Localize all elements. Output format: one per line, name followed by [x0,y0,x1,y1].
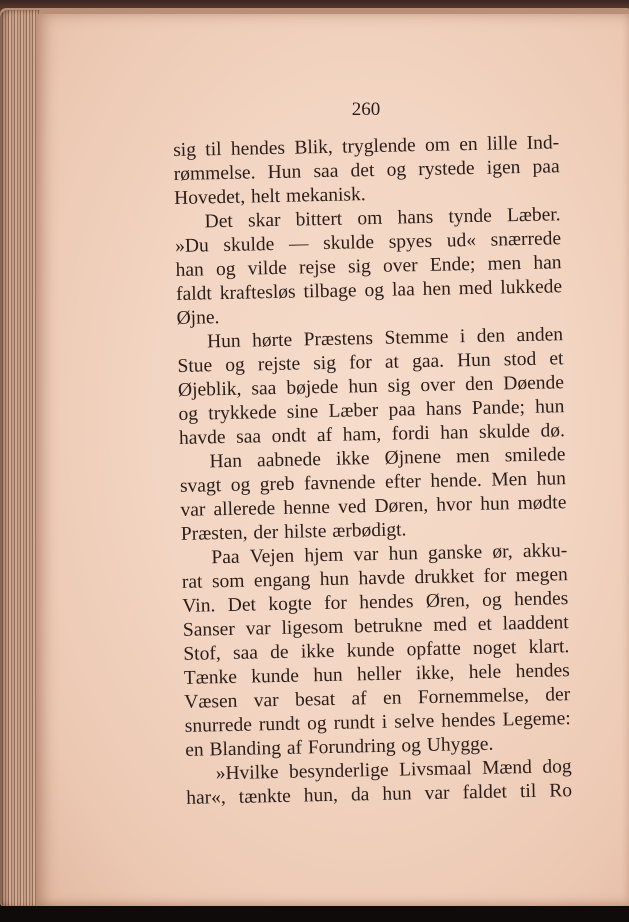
text-line: faldt kraftesløs tilbage og laa hen med lukkede [175,276,563,305]
text-line: Stue og rejste sig for at gaa. Hun stod et [177,348,564,377]
text-line: Væsen var besat af en Fornemmelse, der [184,684,571,713]
text-line: havde saa ondt af ham, fordi han skulde dø. [178,420,566,449]
text-line: Øjne. [176,307,220,329]
text-line: »Hvilke besynderlige Livsmaal Mænd dog [215,756,572,785]
text-line: Paa Vejen hjem var hun ganske ør, akku- [211,540,568,569]
text-line: »Du skulde — skulde spyes ud« snærrede [174,228,562,257]
text-line: Hun hørte Præstens Stemme i den anden [206,324,564,353]
text-line: rømmelse. Hun saa det og rystede igen paa [173,156,560,185]
text-line: Øjeblik, saa bøjede hun sig over den Døende [177,372,565,401]
text-line: snurrede rundt og rundt i selve hendes Legeme: [184,708,571,737]
text-line: en Blanding af Forundring og Uhygge. [185,733,494,761]
text-line: Vin. Det kogte for hendes Øren, og hendes [182,588,569,617]
text-line: sig til hendes Blik, tryglende om en lille Ind- [173,132,560,161]
text-line: Sanser var ligesom betrukne med et laaddent [182,612,569,641]
text-line: og trykkede sine Læber paa hans Pande; hun [178,396,565,425]
text-line: Det skar bittert om hans tynde Læber. [204,204,561,233]
text-line: Hovedet, helt mekanisk. [173,184,366,209]
page-number: 260 [351,99,381,120]
text-line: Tænke kunde hun heller ikke, hele hendes [183,660,570,689]
text-line: han og vilde rejse sig over Ende; men han [175,252,562,281]
page-edges [0,10,40,908]
text-line: var allerede henne ved Døren, hvor hun mødte [180,492,567,521]
book-bottom-edge [0,906,629,922]
text-line: har«, tænkte hun, da hun var faldet til Ro [186,780,573,809]
text-line: Stof, saa de ikke kunde opfatte noget klart. [183,636,570,665]
page-text [173,131,572,811]
text-line: svagt og greb favnende efter hende. Men hun [179,468,567,497]
text-line: Han aabnede ikke Øjnene men smilede [209,444,566,473]
text-line: Præsten, der hilste ærbødigt. [180,519,407,545]
text-line: rat som engang hun havde drukket for megen [181,564,568,593]
